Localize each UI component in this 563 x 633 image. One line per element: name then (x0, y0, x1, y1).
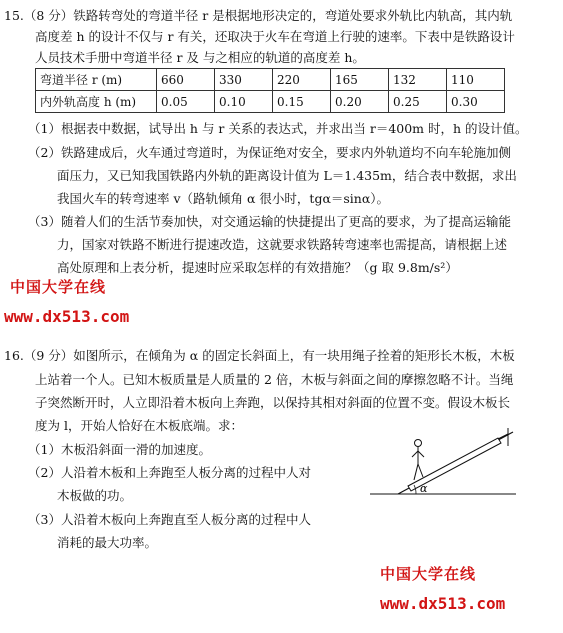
q15-part-2: （2）铁路建成后，火车通过弯道时，为保证绝对安全，要求内外轨道均不向车轮施加侧 (28, 145, 511, 160)
person-leg-left (414, 464, 418, 480)
q15-part-3-cont-1: 力，国家对铁路不断进行提速改造，这就要求铁路转弯速率也需提高，请根据上述 (57, 237, 508, 252)
q16-line-1: 16.（9 分）如图所示，在倾角为 α 的固定长斜面上，有一块用绳子拴着的矩形长木板，木板 (4, 348, 515, 363)
q15-part-3: （3）随着人们的生活节奏加快，对交通运输的快捷提出了更高的要求，为了提高运输能 (28, 214, 511, 229)
q15-line-1: 15.（8 分）铁路转弯处的弯道半径 r 是根据地形决定的，弯道处要求外轨比内轨高，其内轨 (4, 8, 513, 23)
person-leg-right (418, 464, 423, 477)
q16-part-2: （2）人沿着木板和上奔跑至人板分离的过程中人对 (28, 465, 311, 480)
q15-line-2: 高度差 h 的设计不仅与 r 有关，还取决于火车在弯道上行驶的速率。下表中是铁路设计 (35, 29, 515, 44)
radius-height-table (35, 68, 505, 113)
q16-line-4: 度为 l，开始人恰好在木板底端。求： (35, 418, 243, 433)
q16-part-3: （3）人沿着木板向上奔跑直至人板分离的过程中人 (28, 512, 311, 527)
table-cell: 165 (331, 69, 389, 91)
q16-part-1: （1）木板沿斜面一滑的加速度。 (28, 442, 211, 457)
q16-part-2-cont: 木板做的功。 (57, 488, 133, 503)
q16-line-3: 子突然断开时，人立即沿着木板向上奔跑，以保持其相对斜面的位置不变。假设木板长 (35, 395, 511, 410)
watermark-chinese: 中国大学在线 (10, 278, 107, 296)
table-cell: 330 (215, 69, 273, 91)
table-cell: 0.15 (273, 91, 331, 113)
incline-diagram (368, 426, 518, 501)
table-cell: 0.30 (447, 91, 505, 113)
table-cell: 110 (447, 69, 505, 91)
table-row (36, 91, 505, 113)
person-head (415, 440, 422, 447)
q15-part-2-cont-1: 面压力，又已知我国铁路内外轨的距离设计值为 L＝1.435m，结合表中数据，求出 (57, 168, 517, 183)
watermark-url: www.dx513.com (4, 307, 130, 326)
q15-part-3-cont-2: 高处原理和上表分析，提速时应采取怎样的有效措施？（g 取 9.8m/s²） (57, 260, 458, 275)
person-arm-right (418, 451, 424, 457)
table-header-height: 内外轨高度 h (m) (36, 91, 157, 113)
table-cell: 0.20 (331, 91, 389, 113)
table-cell: 0.25 (389, 91, 447, 113)
q16-part-3-cont: 消耗的最大功率。 (57, 535, 158, 550)
table-cell: 0.10 (215, 91, 273, 113)
table-cell: 220 (273, 69, 331, 91)
rope (498, 434, 508, 439)
table-cell: 132 (389, 69, 447, 91)
table-cell: 660 (157, 69, 215, 91)
incline-figure (368, 426, 518, 505)
table-header-radius: 弯道半径 r (m) (36, 69, 157, 91)
table-row (36, 69, 505, 91)
table-cell: 0.05 (157, 91, 215, 113)
watermark-chinese-bottom: 中国大学在线 (380, 565, 477, 583)
person-arm-left (412, 451, 418, 457)
angle-label: α (420, 482, 428, 495)
q15-part-1: （1）根据表中数据，试导出 h 与 r 关系的表达式，并求出当 r＝400m 时，h 的设计值。 (28, 121, 528, 136)
q15-line-3: 人员技术手册中弯道半径 r 及 与之相应的轨道的高度差 h。 (35, 50, 365, 65)
q16-line-2: 上站着一个人。已知木板质量是人质量的 2 倍，木板与斜面之间的摩擦忽略不计。当绳 (35, 372, 514, 387)
watermark-url-bottom: www.dx513.com (380, 594, 506, 613)
q15-part-2-cont-2: 我国火车的转弯速率 v（路轨倾角 α 很小时，tgα＝sinα）。 (57, 191, 390, 206)
